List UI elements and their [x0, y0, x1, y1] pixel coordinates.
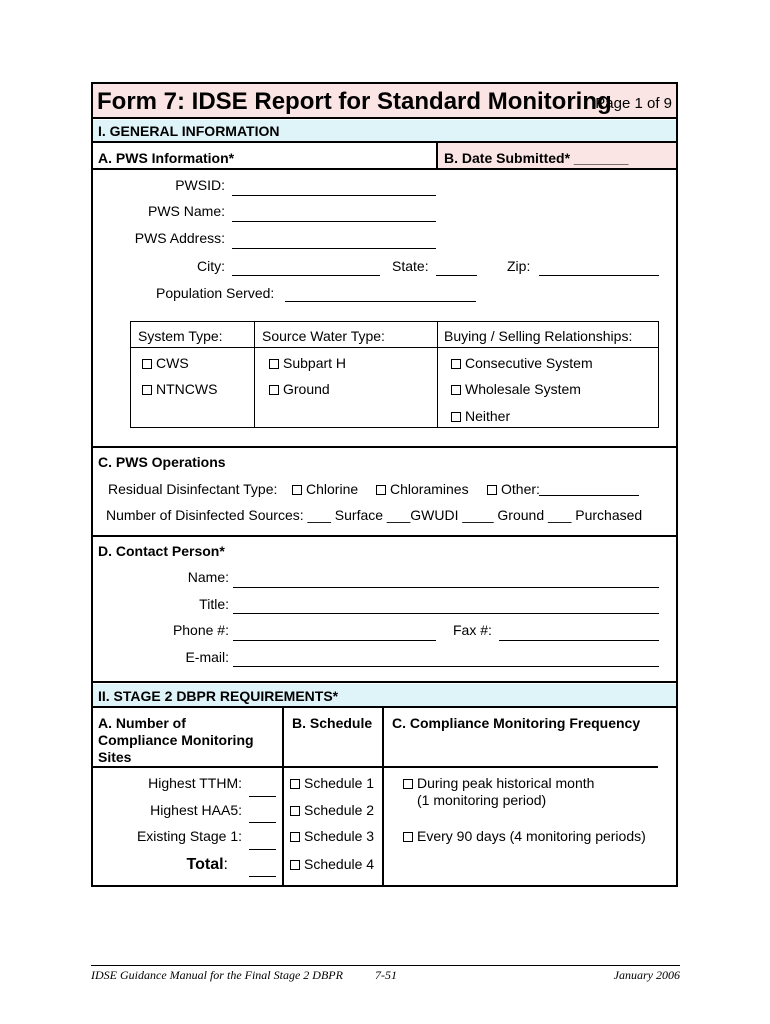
schedule-2-checkbox[interactable] — [290, 802, 374, 818]
checkbox-label: Schedule 2 — [304, 802, 375, 818]
other-input[interactable] — [539, 495, 639, 496]
cws-checkbox[interactable] — [142, 355, 189, 371]
pws-name-input[interactable] — [232, 221, 436, 222]
section2-heading: II. STAGE 2 DBPR REQUIREMENTS* — [98, 688, 339, 704]
checkbox-label: Subpart H — [283, 355, 347, 371]
total-label — [187, 856, 228, 874]
checkbox-icon — [269, 385, 279, 395]
ground-checkbox[interactable] — [269, 381, 330, 397]
fax-input[interactable] — [499, 640, 659, 641]
peak-month-subtext: (1 monitoring period) — [417, 792, 547, 808]
checkbox-icon — [376, 485, 386, 495]
checkbox-label: Ground — [283, 381, 330, 397]
schedule-1-checkbox[interactable] — [290, 775, 374, 791]
checkbox-icon — [269, 359, 279, 369]
divider — [436, 141, 438, 170]
chloramines-checkbox[interactable] — [376, 481, 469, 497]
pws-info-label: A. PWS Information* — [98, 150, 235, 166]
checkbox-icon — [292, 485, 302, 495]
divider — [91, 141, 678, 143]
relationships-header: Buying / Selling Relationships: — [444, 328, 633, 344]
pws-address-label: PWS Address: — [134, 230, 225, 246]
divider — [437, 321, 438, 428]
col-b-header: B. Schedule — [292, 715, 373, 731]
checkbox-icon — [403, 779, 413, 789]
divider — [91, 168, 678, 170]
footer-page-number: 7-51 — [375, 968, 397, 982]
divider — [91, 681, 678, 683]
tthm-input[interactable] — [249, 796, 276, 797]
checkbox-label: Wholesale System — [465, 381, 581, 397]
contact-name-input[interactable] — [233, 587, 659, 588]
total-text: Total — [186, 856, 224, 873]
divider — [91, 706, 678, 708]
other-checkbox[interactable] — [487, 481, 540, 497]
footer-date: January 2006 — [613, 968, 680, 982]
checkbox-icon — [290, 806, 300, 816]
source-water-header: Source Water Type: — [262, 328, 385, 344]
consecutive-checkbox[interactable] — [451, 355, 593, 371]
checkbox-icon — [290, 779, 300, 789]
chlorine-checkbox[interactable] — [292, 481, 358, 497]
checkbox-label: NTNCWS — [156, 381, 218, 397]
ntncws-checkbox[interactable] — [142, 381, 217, 397]
checkbox-label: Schedule 1 — [304, 775, 375, 791]
email-input[interactable] — [233, 666, 659, 667]
checkbox-label: Consecutive System — [465, 355, 593, 371]
residual-label: Residual Disinfectant Type: — [108, 481, 278, 497]
footer-rule — [91, 965, 680, 966]
divider — [382, 706, 384, 887]
checkbox-label: Neither — [465, 408, 511, 424]
contact-heading: D. Contact Person* — [98, 543, 225, 559]
divider — [282, 706, 284, 887]
stage1-label: Existing Stage 1: — [136, 828, 242, 844]
pwsid-label: PWSID: — [175, 177, 225, 193]
checkbox-icon — [142, 385, 152, 395]
tthm-label: Highest TTHM: — [148, 775, 242, 791]
col-a-header: A. Number of Compliance Monitoring Sites — [98, 715, 254, 765]
divider — [254, 321, 255, 428]
checkbox-icon — [290, 832, 300, 842]
checkbox-label: Schedule 4 — [304, 856, 375, 872]
checkbox-icon — [451, 385, 461, 395]
city-label: City: — [197, 258, 225, 274]
total-colon: : — [223, 856, 228, 873]
section1-heading: I. GENERAL INFORMATION — [98, 123, 280, 139]
every-90-days-checkbox[interactable] — [403, 828, 646, 844]
divider — [91, 446, 678, 448]
divider — [130, 347, 659, 348]
checkbox-label: During peak historical month — [417, 775, 595, 791]
population-label: Population Served: — [156, 285, 275, 301]
checkbox-label: Other: — [501, 481, 540, 497]
phone-input[interactable] — [233, 640, 436, 641]
state-label: State: — [392, 258, 429, 274]
form-title: Form 7: IDSE Report for Standard Monitoring — [97, 88, 612, 115]
email-label: E-mail: — [185, 649, 229, 665]
date-submitted-field[interactable]: B. Date Submitted* _______ — [444, 150, 629, 166]
schedule-3-checkbox[interactable] — [290, 828, 374, 844]
schedule-4-checkbox[interactable] — [290, 856, 374, 872]
checkbox-label: Chloramines — [390, 481, 469, 497]
checkbox-label: Chlorine — [306, 481, 359, 497]
pws-name-label: PWS Name: — [147, 203, 225, 219]
checkbox-label: Schedule 3 — [304, 828, 375, 844]
pws-address-input[interactable] — [232, 248, 436, 249]
zip-input[interactable] — [539, 275, 659, 276]
checkbox-icon — [451, 412, 461, 422]
checkbox-label: CWS — [156, 355, 189, 371]
footer-manual-title: IDSE Guidance Manual for the Final Stage 2 DBPR — [91, 968, 343, 982]
divider — [91, 117, 678, 119]
checkbox-icon — [290, 860, 300, 870]
wholesale-checkbox[interactable] — [451, 381, 581, 397]
page-number: Page 1 of 9 — [595, 95, 672, 112]
zip-label: Zip: — [507, 258, 531, 274]
state-input[interactable] — [436, 275, 477, 276]
col-c-header: C. Compliance Monitoring Frequency — [392, 715, 641, 731]
system-type-header: System Type: — [138, 328, 223, 344]
total-input[interactable] — [249, 876, 276, 877]
haa5-input[interactable] — [249, 822, 276, 823]
peak-month-checkbox[interactable] — [403, 775, 594, 791]
disinfected-sources-line[interactable]: Number of Disinfected Sources: ___ Surface ___GWUDI ____ Ground ___ Purchased — [106, 507, 643, 523]
divider — [91, 766, 658, 768]
haa5-label: Highest HAA5: — [150, 802, 242, 818]
divider — [91, 535, 678, 537]
subpart-h-checkbox[interactable] — [269, 355, 346, 371]
stage1-input[interactable] — [249, 849, 276, 850]
checkbox-icon — [451, 359, 461, 369]
contact-title-input[interactable] — [233, 613, 659, 614]
fax-label: Fax #: — [453, 622, 492, 638]
checkbox-icon — [487, 485, 497, 495]
city-input[interactable] — [232, 275, 380, 276]
pwsid-input[interactable] — [232, 195, 436, 196]
neither-checkbox[interactable] — [451, 408, 510, 424]
operations-heading: C. PWS Operations — [98, 454, 226, 470]
contact-title-label: Title: — [199, 596, 229, 612]
checkbox-label: Every 90 days (4 monitoring periods) — [417, 828, 646, 844]
contact-name-label: Name: — [187, 569, 229, 585]
checkbox-icon — [142, 359, 152, 369]
checkbox-icon — [403, 832, 413, 842]
population-input[interactable] — [285, 301, 476, 302]
phone-label: Phone #: — [172, 622, 229, 638]
